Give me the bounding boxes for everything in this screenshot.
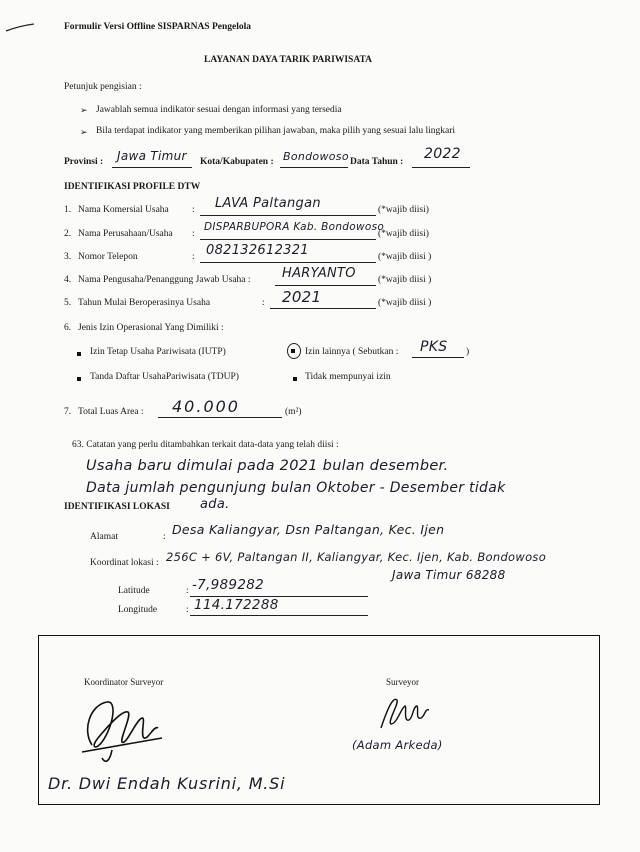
field-note: (*wajib diisi ) xyxy=(378,252,432,262)
instructions-label: Petunjuk pengisian : xyxy=(64,82,142,92)
field-number: 5. xyxy=(64,298,72,308)
provinsi-value[interactable]: Jawa Timur xyxy=(117,149,187,163)
catatan-line[interactable]: Usaha baru dimulai pada 2021 bulan desember. xyxy=(86,458,449,474)
field-value-penanggung-jawab[interactable]: HARYANTO xyxy=(282,266,356,281)
field-label-komersial: Nama Komersial Usaha xyxy=(78,205,169,215)
tahun-label: Data Tahun : xyxy=(350,157,404,167)
koordinator-title: Koordinator Surveyor xyxy=(84,677,164,687)
arrow-icon: ➢ xyxy=(80,127,88,137)
field-note: (*wajib diisi ) xyxy=(378,275,432,285)
field-label-telepon: Nomor Telepon xyxy=(78,252,138,262)
profile-heading: IDENTIFIKASI PROFILE DTW xyxy=(64,182,201,192)
bullet-icon xyxy=(77,352,81,356)
signature-right-icon xyxy=(375,690,455,740)
instruction-item: Bila terdapat indikator yang memberikan pilihan jawaban, maka pilih yang sesuai lalu lingkari xyxy=(96,126,456,136)
field-number: 2. xyxy=(64,229,72,239)
bullet-icon xyxy=(291,349,295,353)
tahun-value[interactable]: 2022 xyxy=(424,146,461,162)
bullet-icon xyxy=(77,377,81,381)
surveyor-name: (Adam Arkeda) xyxy=(352,738,443,752)
izin-option-lainnya[interactable]: Izin lainnya ( Sebutkan : xyxy=(305,347,399,357)
kota-label: Kota/Kabupaten : xyxy=(200,157,274,167)
izin-label: Jenis Izin Operasional Yang Dimiliki : xyxy=(78,323,224,333)
field-number: 3. xyxy=(64,252,72,262)
alamat-value[interactable]: Desa Kaliangyar, Dsn Paltangan, Kec. Ijen xyxy=(172,522,445,537)
field-number: 1. xyxy=(64,205,72,215)
field-number: 4. xyxy=(64,275,72,285)
field-note: (*wajib diisi) xyxy=(378,229,429,239)
instruction-item: Jawablah semua indikator sesuai dengan informasi yang tersedia xyxy=(96,105,342,115)
koordinat-value-2[interactable]: Jawa Timur 68288 xyxy=(392,568,506,582)
luas-label: Total Luas Area : xyxy=(78,407,144,417)
field-label-tahun-mulai: Tahun Mulai Beroperasinya Usaha xyxy=(78,298,211,308)
izin-option-tdup[interactable]: Tanda Daftar UsahaPariwisata (TDUP) xyxy=(90,372,239,382)
pen-stroke-mark xyxy=(4,22,44,42)
field-note: (*wajib diisi ) xyxy=(378,298,432,308)
catatan-label: 63. Catatan yang perlu ditambahkan terkait data-data yang telah diisi : xyxy=(72,440,339,450)
form-header: Formulir Versi Offline SISPARNAS Pengelola xyxy=(64,22,252,32)
kota-value[interactable]: Bondowoso xyxy=(283,150,349,163)
alamat-label: Alamat xyxy=(90,532,118,542)
latitude-value[interactable]: -7,989282 xyxy=(192,577,264,593)
provinsi-label: Provinsi : xyxy=(64,157,104,167)
field-value-tahun-mulai[interactable]: 2021 xyxy=(282,288,322,306)
longitude-label: Longitude xyxy=(118,605,158,615)
luas-unit: (m²) xyxy=(285,407,302,417)
koordinat-value[interactable]: 256C + 6V, Paltangan II, Kaliangyar, Kec. Ijen, Kab. Bondowoso xyxy=(166,550,547,564)
page-title: LAYANAN DAYA TARIK PARIWISATA xyxy=(204,55,372,65)
signature-left-icon xyxy=(62,690,182,770)
koordinator-name: Dr. Dwi Endah Kusrini, M.Si xyxy=(48,774,286,793)
field-number: 7. xyxy=(64,407,72,417)
luas-value[interactable]: 40.000 xyxy=(172,397,240,416)
field-number: 6. xyxy=(64,323,72,333)
lokasi-heading: IDENTIFIKASI LOKASI xyxy=(64,502,170,512)
izin-other-value[interactable]: PKS xyxy=(420,339,448,355)
longitude-value[interactable]: 114.172288 xyxy=(194,597,279,613)
field-value-komersial[interactable]: LAVA Paltangan xyxy=(215,196,321,211)
field-value-perusahaan[interactable]: DISPARBUPORA Kab. Bondowoso xyxy=(204,221,385,233)
field-value-telepon[interactable]: 082132612321 xyxy=(206,243,309,258)
izin-option-iutp[interactable]: Izin Tetap Usaha Pariwisata (IUTP) xyxy=(90,347,226,357)
izin-other-close: ) xyxy=(466,347,470,357)
field-label-perusahaan: Nama Perusahaan/Usaha xyxy=(78,229,173,239)
catatan-line[interactable]: Data jumlah pengunjung bulan Oktober - Desember tidak xyxy=(86,480,506,496)
field-label-penanggung-jawab: Nama Pengusaha/Penanggung Jawab Usaha : xyxy=(78,275,251,285)
field-note: (*wajib diisi) xyxy=(378,205,429,215)
koordinat-label: Koordinat lokasi : xyxy=(90,558,159,568)
latitude-label: Latitude xyxy=(118,586,150,596)
izin-option-tidak[interactable]: Tidak mempunyai izin xyxy=(305,372,391,382)
arrow-icon: ➢ xyxy=(80,105,88,115)
bullet-icon xyxy=(293,377,297,381)
catatan-line[interactable]: ada. xyxy=(200,497,230,512)
surveyor-title: Surveyor xyxy=(386,677,419,687)
